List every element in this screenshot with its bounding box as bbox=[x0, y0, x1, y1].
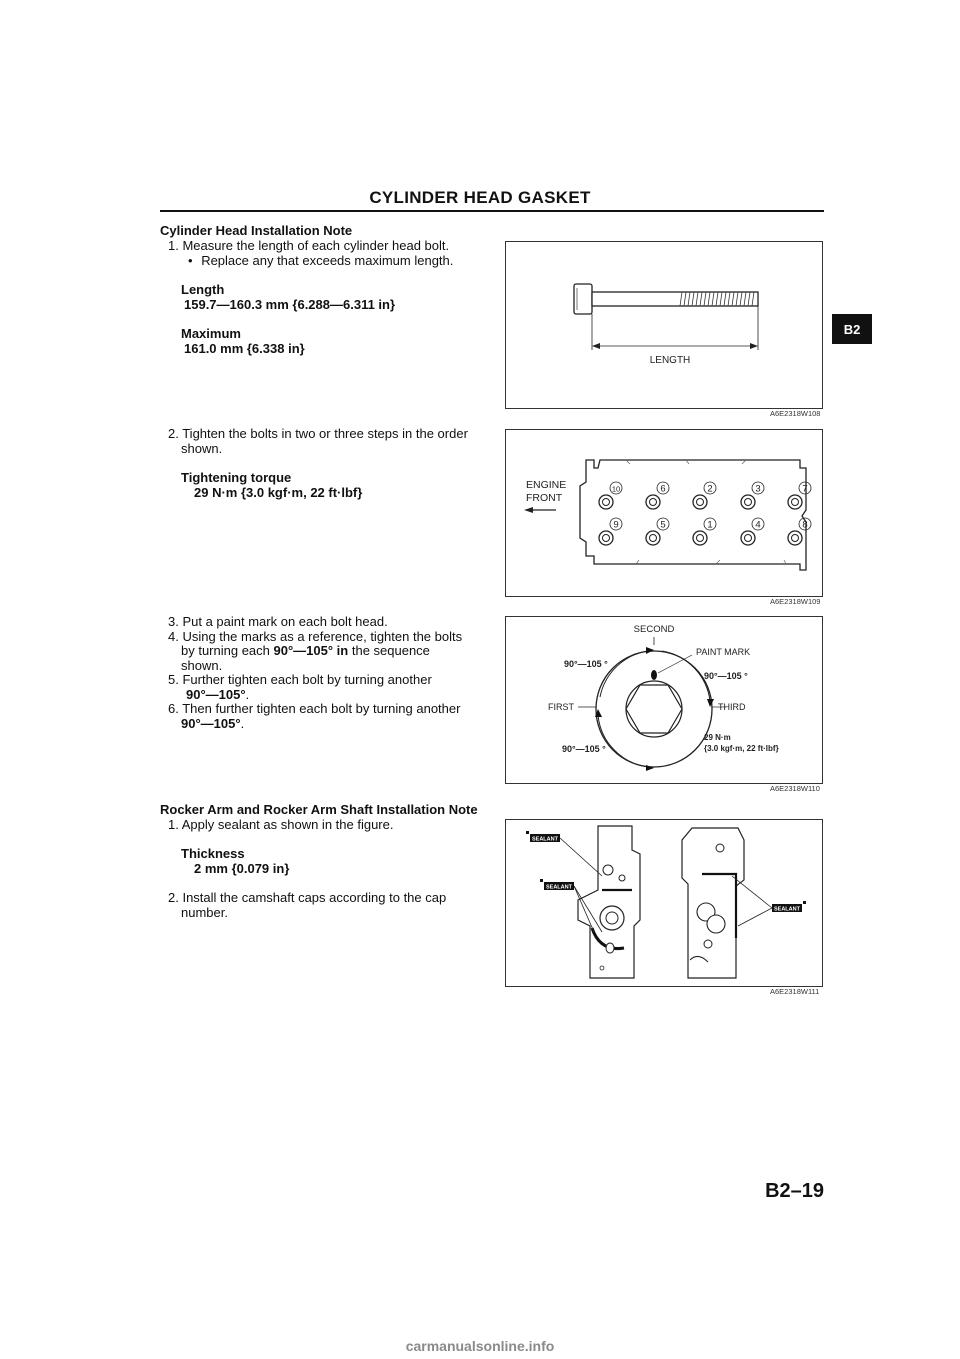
step-5: 5. Further tighten each bolt by turning another bbox=[168, 672, 432, 687]
bolt-sequence-number: 10 bbox=[611, 484, 621, 494]
thickness-label: Thickness bbox=[181, 846, 245, 861]
page-number: B2–19 bbox=[765, 1180, 824, 1202]
step-3: 3. Put a paint mark on each bolt head. bbox=[168, 614, 388, 629]
bolt-sequence-number: 4 bbox=[755, 519, 761, 531]
step-2: 2. Tighten the bolts in two or three steps in the order bbox=[168, 426, 468, 441]
watermark: carmanualsonline.info bbox=[405, 1338, 555, 1354]
section-tab: B2 bbox=[832, 314, 872, 344]
bolt-hole-inner bbox=[745, 535, 752, 542]
engine-front-label: ENGINE bbox=[526, 479, 567, 491]
bolt-drawing bbox=[506, 242, 822, 408]
figure-code: A6E2318W109 bbox=[770, 597, 821, 606]
bolt-hole-inner bbox=[603, 535, 610, 542]
bolt-sequence-number: 3 bbox=[755, 483, 761, 495]
figure-code: A6E2318W110 bbox=[770, 784, 820, 793]
maximum-label: Maximum bbox=[181, 326, 241, 341]
bolt-hole-inner bbox=[697, 535, 704, 542]
step-5-period: . bbox=[245, 687, 250, 702]
figure-bolt-length bbox=[505, 241, 823, 409]
torque-value: 29 N·m {3.0 kgf·m, 22 ft·lbf} bbox=[194, 485, 363, 500]
angle-label-second: 90°—105 ° bbox=[564, 659, 608, 669]
bullet-text: Replace any that exceeds maximum length. bbox=[201, 253, 454, 268]
sealant-label-2: SEALANT bbox=[546, 884, 572, 891]
torque-label: Tightening torque bbox=[181, 470, 292, 485]
step-4-angle: 90°—105° in bbox=[273, 643, 349, 658]
page-title: CYLINDER HEAD GASKET bbox=[369, 188, 591, 207]
bolt-sequence-number: 7 bbox=[802, 483, 808, 495]
cylinder-head-outline bbox=[506, 430, 822, 596]
thickness-value: 2 mm {0.079 in} bbox=[194, 861, 290, 876]
figure-code: A6E2318W108 bbox=[770, 409, 821, 418]
bolt-hole-inner bbox=[650, 499, 657, 506]
step-6: 6. Then further tighten each bolt by turning another bbox=[168, 701, 461, 716]
paint-mark-label: PAINT MARK bbox=[696, 647, 751, 657]
maximum-value: 161.0 mm {6.338 in} bbox=[184, 341, 305, 356]
step-5-cont bbox=[186, 687, 249, 702]
step-2-camshaft-cont: number. bbox=[181, 905, 228, 920]
bullet-item bbox=[188, 253, 453, 268]
bolt-sequence-number: 8 bbox=[802, 519, 808, 531]
step-4-cont bbox=[181, 643, 430, 658]
step-2-cont: shown. bbox=[181, 441, 223, 456]
paint-mark bbox=[651, 670, 657, 680]
step-6-cont bbox=[181, 716, 244, 731]
length-label: Length bbox=[181, 282, 225, 297]
bolt-hole-inner bbox=[792, 535, 799, 542]
section-title-head-install: Cylinder Head Installation Note bbox=[160, 223, 353, 238]
step-4-cont2: shown. bbox=[181, 658, 223, 673]
figure-code: A6E2318W111 bbox=[770, 987, 820, 996]
step-6-angle: 90°—105° bbox=[181, 716, 241, 731]
torque-label-2: {3.0 kgf·m, 22 ft·lbf} bbox=[704, 744, 779, 753]
third-label: THIRD bbox=[718, 702, 746, 712]
bolt-hole-inner bbox=[745, 499, 752, 506]
step-4-text: by turning each bbox=[181, 643, 274, 658]
sealant-label-3: SEALANT bbox=[774, 906, 800, 913]
sealant-label-1: SEALANT bbox=[532, 836, 558, 843]
step-2-camshaft: 2. Install the camshaft caps according to the cap bbox=[168, 890, 447, 905]
bolt-hole-inner bbox=[792, 499, 799, 506]
bolt-sequence-number: 5 bbox=[660, 519, 666, 531]
engine-front-label-2: FRONT bbox=[526, 492, 563, 504]
angle-label-first: 90°—105 ° bbox=[562, 744, 606, 754]
bolt-sequence-number: 1 bbox=[707, 519, 713, 531]
sealant-drawing bbox=[506, 820, 822, 986]
figure-sealant bbox=[505, 819, 823, 987]
bolt-sequence-number: 9 bbox=[613, 519, 619, 531]
step-5-angle: 90°—105° bbox=[186, 687, 246, 702]
bolt-sequence-number: 6 bbox=[660, 483, 666, 495]
first-label: FIRST bbox=[548, 702, 574, 712]
step-6-period: . bbox=[240, 716, 245, 731]
step-1: 1. Measure the length of each cylinder head bolt. bbox=[168, 238, 450, 253]
bolt-sequence-number: 2 bbox=[707, 483, 713, 495]
second-label: SECOND bbox=[633, 624, 675, 635]
length-value: 159.7—160.3 mm {6.288—6.311 in} bbox=[184, 297, 396, 312]
header-rule bbox=[160, 210, 824, 212]
bolt-hole-inner bbox=[697, 499, 704, 506]
figure-tightening-sequence bbox=[505, 429, 823, 597]
section-title-rocker-arm: Rocker Arm and Rocker Arm Shaft Installation Note bbox=[160, 802, 478, 817]
length-dimension-label: LENGTH bbox=[649, 355, 691, 366]
angle-label-third: 90°—105 ° bbox=[704, 671, 748, 681]
bolt-hole-inner bbox=[603, 499, 610, 506]
step-1-sealant: 1. Apply sealant as shown in the figure. bbox=[168, 817, 394, 832]
torque-label-1: 29 N·m bbox=[704, 733, 731, 742]
bullet-dot: • bbox=[188, 253, 193, 268]
step-4-text-end: the sequence bbox=[348, 643, 430, 658]
bolt-hole-inner bbox=[650, 535, 657, 542]
figure-angle-tightening bbox=[505, 616, 823, 784]
bolt-head-diagram bbox=[506, 617, 822, 783]
step-4: 4. Using the marks as a reference, tighten the bolts bbox=[168, 629, 463, 644]
